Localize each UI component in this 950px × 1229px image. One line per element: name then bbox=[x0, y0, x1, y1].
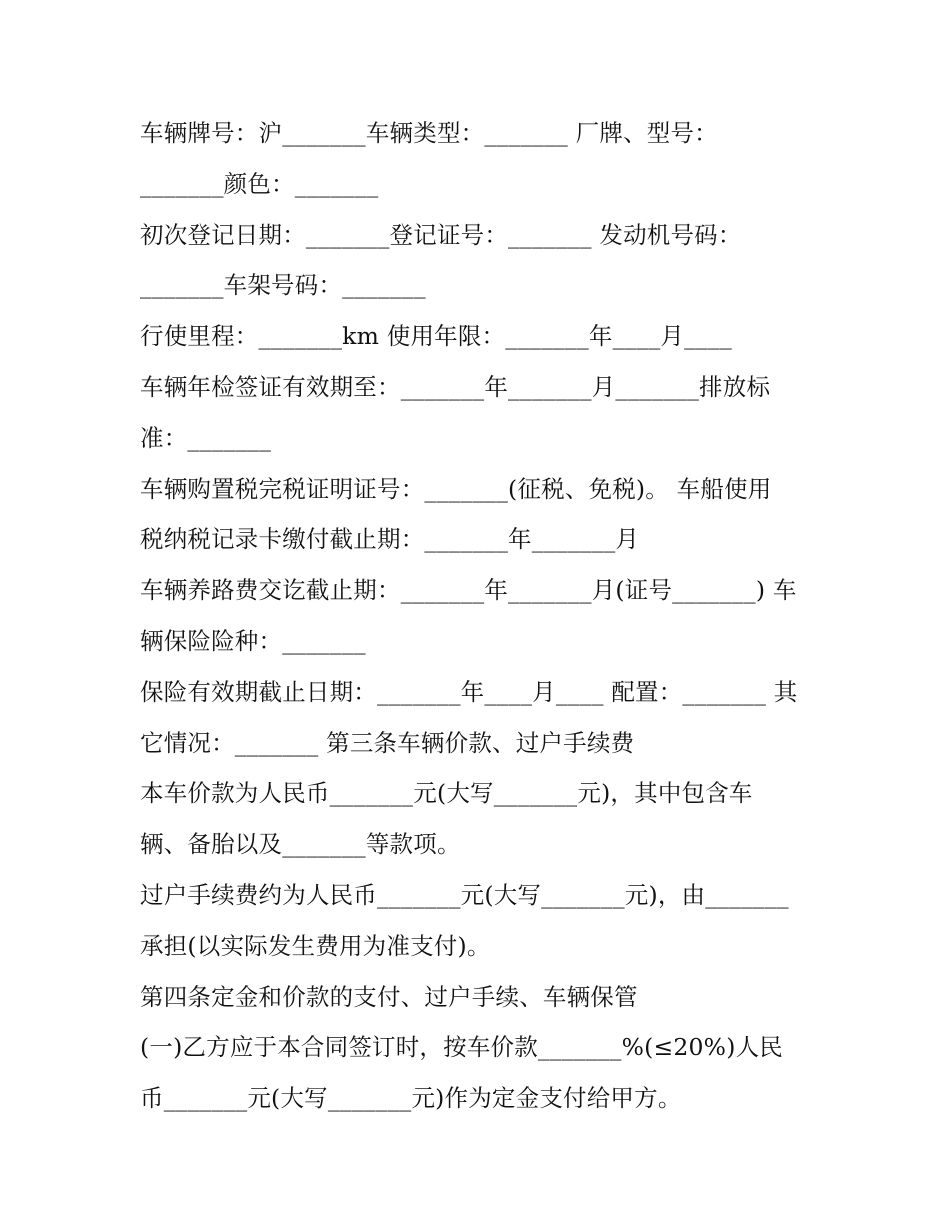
road-fee-line: 车辆养路费交讫截止期：_______年_______月(证号_______) 车 bbox=[140, 576, 797, 605]
transfer-fee-bearer-line: 承担(以实际发生费用为准支付)。 bbox=[140, 931, 491, 960]
insurance-expiry-line: 保险有效期截止日期：_______年____月____ 配置：_______ 其 bbox=[140, 677, 798, 706]
vehicle-plate-line: 车辆牌号：沪_______车辆类型：_______ 厂牌、型号： bbox=[140, 119, 718, 147]
emission-standard-line: 准：_______ bbox=[140, 423, 272, 452]
mileage-line: 行使里程：_______km 使用年限：_______年____月____ bbox=[140, 322, 732, 351]
insurance-type-line: 辆保险险种：_______ bbox=[140, 626, 366, 655]
vehicle-color-line: _______颜色：_______ bbox=[140, 169, 379, 198]
document-body bbox=[140, 108, 820, 1124]
annual-inspection-line: 车辆年检签证有效期至：_______年_______月_______排放标 bbox=[140, 372, 771, 401]
deposit-clause-line: (一)乙方应于本合同签订时，按车价款_______%(≤20%)人民 bbox=[140, 1033, 783, 1062]
chassis-number-line: _______车架号码：_______ bbox=[140, 271, 426, 300]
purchase-tax-line: 车辆购置税完税证明证号：_______(征税、免税)。 车船使用 bbox=[140, 474, 772, 503]
article-four-heading: 第四条定金和价款的支付、过户手续、车辆保管 bbox=[140, 982, 638, 1011]
transfer-fee-line: 过户手续费约为人民币_______元(大写_______元)，由_______ bbox=[140, 880, 789, 909]
registration-date-line: 初次登记日期：_______登记证号：_______ 发动机号码： bbox=[140, 220, 742, 249]
deposit-amount-line: 币_______元(大写_______元)作为定金支付给甲方。 bbox=[140, 1084, 682, 1113]
vessel-tax-line: 税纳税记录卡缴付截止期：_______年_______月 bbox=[140, 525, 640, 554]
other-conditions-line: 它情况：_______ 第三条车辆价款、过户手续费 bbox=[140, 728, 635, 757]
vehicle-price-line: 本车价款为人民币_______元(大写_______元)，其中包含车 bbox=[140, 779, 753, 808]
price-items-line: 辆、备胎以及_______等款项。 bbox=[140, 830, 461, 859]
